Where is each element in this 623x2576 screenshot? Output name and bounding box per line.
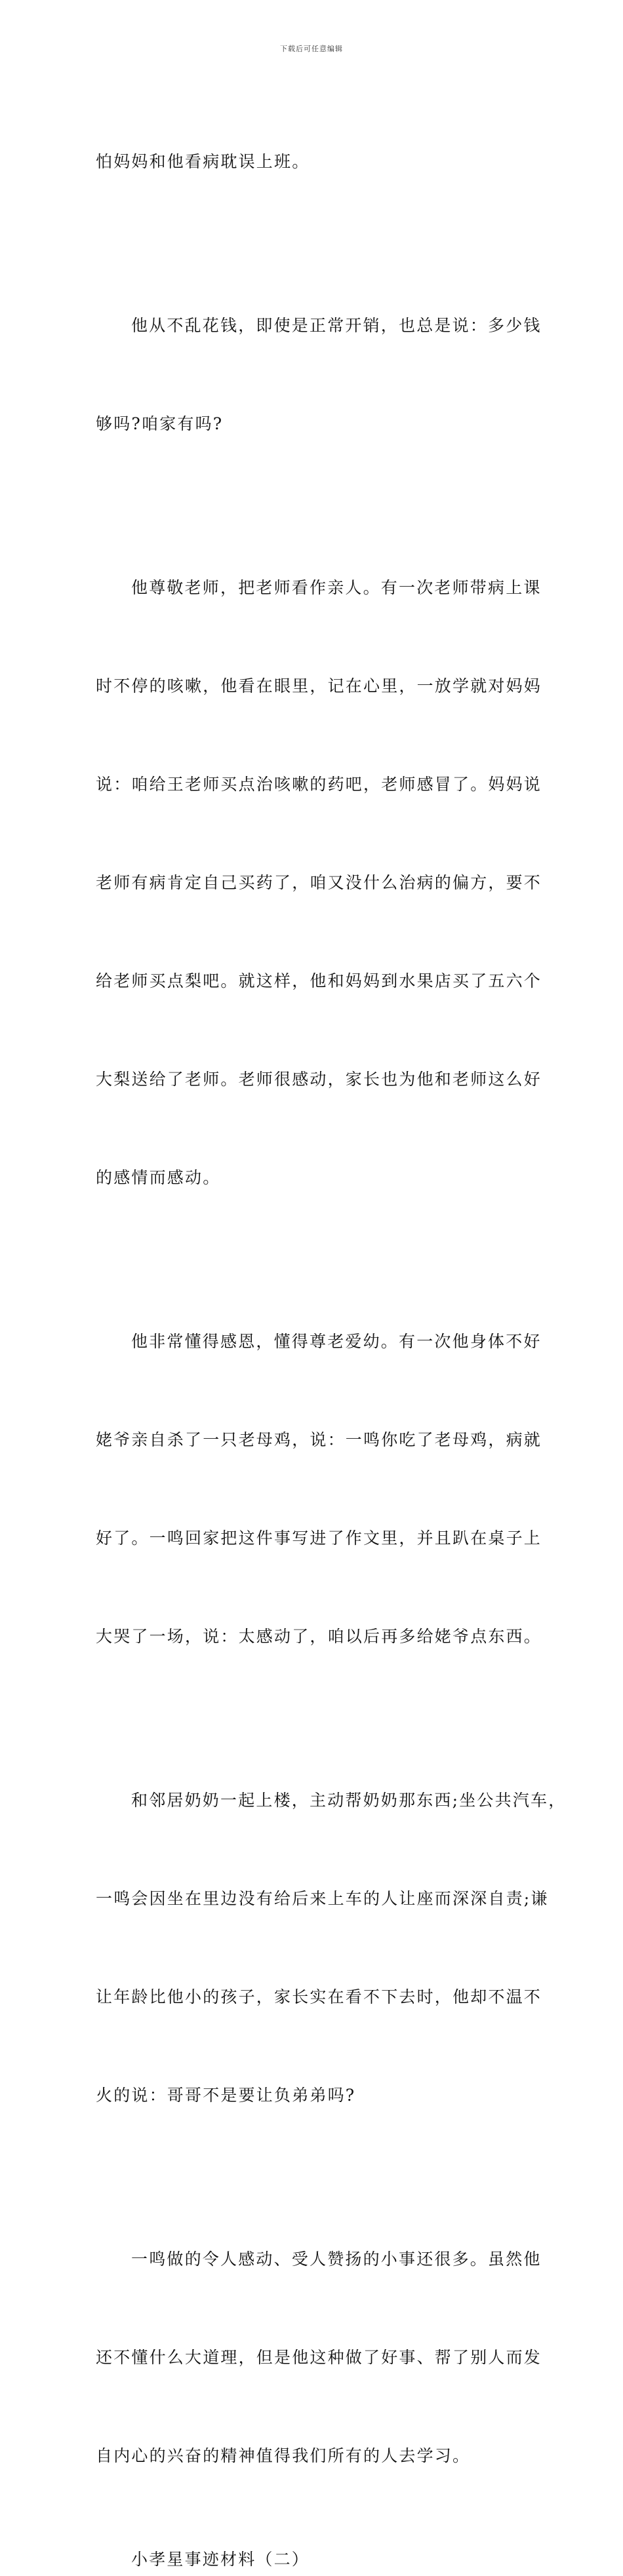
text-line: 姥爷亲自杀了一只老母鸡，说：一鸣你吃了老母鸡，病就 [96, 1430, 542, 1449]
text-line: 让年龄比他小的孩子，家长实在看不下去时，他却不温不 [96, 1987, 542, 2006]
paragraph-2 [96, 244, 542, 506]
text-line: 还不懂什么大道理，但是他这种做了好事、帮了别人而发 [96, 2348, 542, 2367]
text-line: 一鸣做的令人感动、受人赞扬的小事还很多。虽然他 [131, 2250, 542, 2269]
text-line: 火的说：哥哥不是要让负弟弟吗? [96, 2086, 356, 2105]
text-line: 和邻居奶奶一起上楼，主动帮奶奶那东西;坐公共汽车， [131, 1791, 567, 1810]
text-line: 一鸣会因坐在里边没有给后来上车的人让座而深深自责;谦 [96, 1889, 549, 1908]
section-heading: 小孝星事迹材料（二） [131, 2550, 310, 2569]
text-line: 够吗?咱家有吗? [96, 414, 224, 433]
paragraph-4 [96, 1260, 542, 1719]
document-body [96, 80, 567, 2576]
text-line: 他非常懂得感恩，懂得尊老爱幼。有一次他身体不好 [131, 1332, 542, 1351]
text-line: 他尊敬老师，把老师看作亲人。有一次老师带病上课 [131, 578, 542, 597]
text-line: 老师有病肯定自己买药了，咱又没什么治病的偏方，要不 [96, 873, 542, 892]
text-line: 他从不乱花钱，即使是正常开销，也总是说：多少钱 [131, 316, 542, 335]
paragraph-1 [96, 80, 531, 244]
text-line: 好了。一鸣回家把这件事写进了作文里，并且趴在桌子上 [96, 1529, 542, 1548]
text-line: 的感情而感动。 [96, 1168, 221, 1187]
text-line: 大哭了一场，说：太感动了，咱以后再多给姥爷点东西。 [96, 1627, 542, 1646]
text-line: 说：咱给王老师买点治咳嗽的药吧，老师感冒了。妈妈说 [96, 775, 542, 794]
paragraph-3 [96, 506, 542, 1260]
text-line: 大梨送给了老师。老师很感动，家长也为他和老师这么好 [96, 1070, 542, 1089]
paragraph-5 [96, 1719, 567, 2177]
paragraph-6 [96, 2177, 542, 2538]
text-line: 给老师买点梨吧。就这样，他和妈妈到水果店买了五六个 [96, 971, 542, 990]
text-line: 怕妈妈和他看病耽误上班。 [96, 152, 310, 171]
text-line: 自内心的兴奋的精神值得我们所有的人去学习。 [96, 2446, 471, 2465]
text-line: 时不停的咳嗽，他看在眼里，记在心里，一放学就对妈妈 [96, 676, 542, 695]
page-header-note: 下载后可任意编辑 [280, 45, 343, 53]
